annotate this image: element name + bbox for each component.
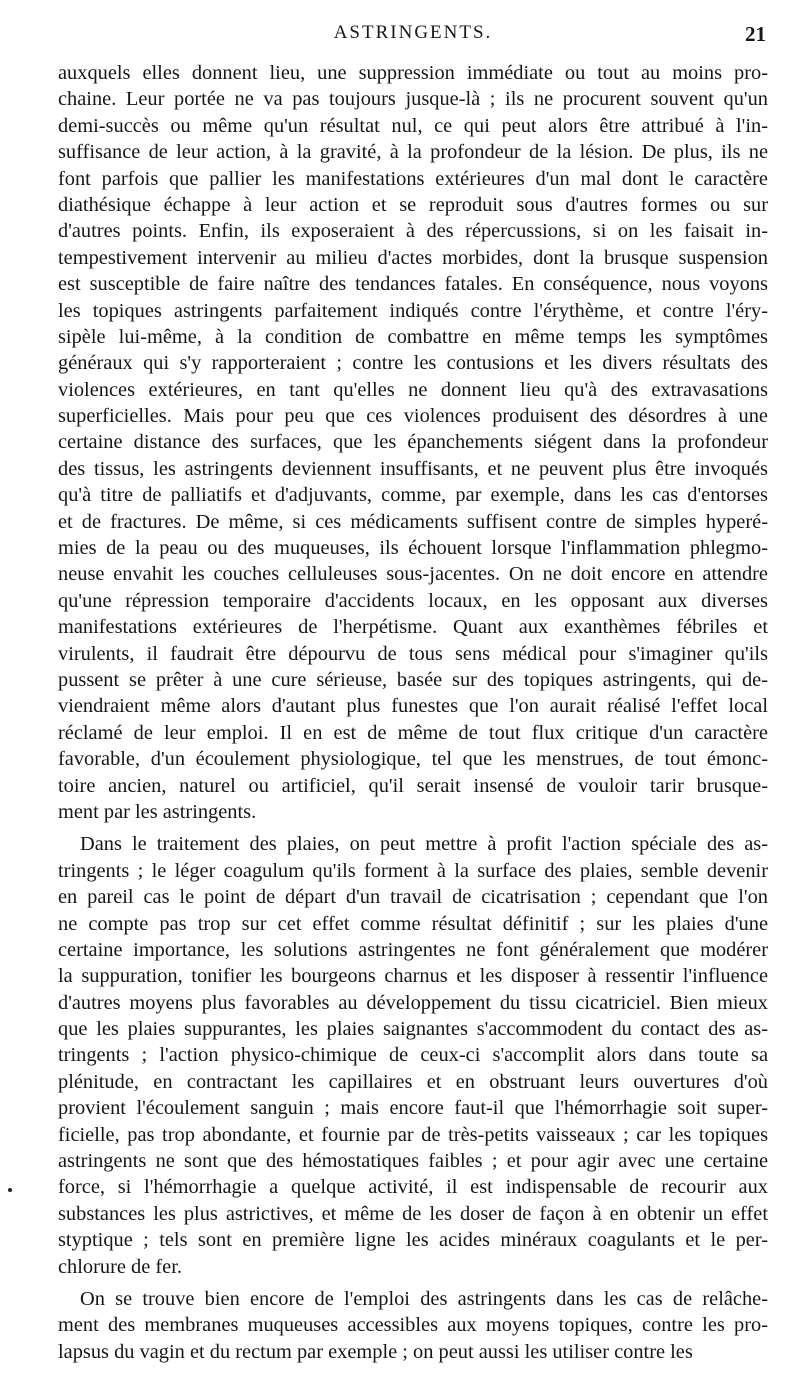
paragraph (58, 1286, 768, 1365)
text-line: tempestivement intervenir au milieu d'actes morbides, dont la brusque suspension (58, 246, 768, 269)
text-line: certaine importance, les solutions astringentes ne font généralement que modérer (58, 938, 768, 961)
text-line: et de fractures. De même, si ces médicaments suffisent contre de simples hyperé- (58, 510, 768, 533)
text-line: sipèle lui-même, à la condition de combattre en même temps les symptômes (58, 325, 768, 348)
text-line: des tissus, les astringents deviennent insuffisants, et ne peuvent plus être invoqués (58, 457, 768, 480)
text-line: d'autres moyens plus favorables au développement du tissu cicatriciel. Bien mieux (58, 991, 768, 1014)
text-line: ment par les astringents. (58, 800, 257, 823)
running-header (58, 22, 768, 50)
text-line: superficielles. Mais pour peu que ces violences produisent des désordres à une (58, 405, 768, 428)
text-line: réclamé de leur emploi. Il en est de même de tout flux critique d'un caractère (58, 721, 768, 744)
text-line: toire ancien, naturel ou artificiel, qu'il serait insensé de vouloir tarir brusque- (58, 774, 768, 797)
text-line: astringents ne sont que des hémostatiques faibles ; et pour agir avec une certaine (58, 1150, 768, 1173)
text-line: substances les plus astrictives, et même de les doser de façon à en obtenir un effet (58, 1202, 768, 1225)
text-line: diathésique échappe à leur action et se reproduit sous d'autres formes ou sur (58, 193, 768, 216)
paragraph (58, 831, 768, 1280)
text-line: certaine distance des surfaces, que les épanchements siégent dans la profondeur (58, 431, 768, 454)
text-line: d'autres points. Enfin, ils exposeraient à des répercussions, si on les faisait in- (58, 220, 768, 243)
text-line: que les plaies suppurantes, les plaies saignantes s'accommodent du contact des as- (58, 1018, 768, 1041)
text-line: lapsus du vagin et du rectum par exemple ; on peut aussi les utiliser contre les (58, 1340, 693, 1363)
text-line: chlorure de fer. (58, 1255, 182, 1278)
paragraph (58, 60, 768, 825)
text-line: tringents ; l'action physico-chimique de ceux-ci s'accomplit alors dans toute sa (58, 1044, 768, 1067)
text-line: force, si l'hémorrhagie a quelque activité, il est indispensable de recourir aux (58, 1176, 768, 1199)
text-line: viendraient même alors d'autant plus funestes que l'on aurait réalisé l'effet local (58, 695, 768, 718)
text-line: ment des membranes muqueuses accessibles aux moyens topiques, contre les pro- (58, 1314, 768, 1337)
text-line: en pareil cas le point de départ d'un travail de cicatrisation ; cependant que l'on (58, 886, 768, 909)
text-line: la suppuration, tonifier les bourgeons charnus et les disposer à ressentir l'influence (58, 965, 768, 988)
body-text (58, 60, 768, 1365)
text-line: les topiques astringents parfaitement indiqués contre l'érythème, et contre l'éry- (58, 299, 768, 322)
text-line: plénitude, en contractant les capillaires et en obstruant leurs ouvertures d'où (58, 1070, 768, 1093)
text-line: pussent se prêter à une cure sérieuse, basée sur des topiques astringents, qui de- (58, 668, 768, 691)
running-title: ASTRINGENTS. (333, 22, 493, 43)
text-line: Dans le traitement des plaies, on peut mettre à profit l'action spéciale des as- (80, 833, 768, 856)
text-line: tringents ; le léger coagulum qu'ils forment à la surface des plaies, semble devenir (58, 859, 768, 882)
text-line: suffisance de leur action, à la gravité, à la profondeur de la lésion. De plus, ils ne (58, 141, 768, 164)
text-line: provient l'écoulement sanguin ; mais encore faut-il que l'hémorrhagie soit super- (58, 1097, 768, 1120)
text-line: manifestations extérieures de l'herpétisme. Quant aux exanthèmes fébriles et (58, 616, 768, 639)
text-line: chaine. Leur portée ne va pas toujours jusque-là ; ils ne procurent souvent qu'un (58, 88, 768, 111)
text-line: ficielle, pas trop abondante, et fournie par de très-petits vaisseaux ; car les topiques (58, 1123, 768, 1146)
text-line: On se trouve bien encore de l'emploi des astringents dans les cas de relâche- (80, 1287, 768, 1310)
text-line: neuse envahit les couches celluleuses sous-jacentes. On ne doit encore en attendre (58, 563, 768, 586)
text-line: violences extérieures, en tant qu'elles ne donnent lieu qu'à des extravasations (58, 378, 768, 401)
text-line: est susceptible de faire naître des tendances fatales. En conséquence, nous voyons (58, 273, 768, 296)
text-line: qu'à titre de palliatifs et d'adjuvants, comme, par exemple, dans les cas d'entorses (58, 484, 768, 507)
text-line: styptique ; tels sont en première ligne les acides minéraux coagulants et le per- (58, 1229, 768, 1252)
page-number: 21 (745, 22, 766, 46)
text-line: demi-succès ou même qu'un résultat nul, ce qui peut alors être attribué à l'in- (58, 114, 768, 137)
text-line: font parfois que pallier les manifestations extérieures d'un mal dont le caractère (58, 167, 768, 190)
text-line: généraux qui s'y rapporteraient ; contre les contusions et les divers résultats des (58, 352, 768, 375)
margin-mark (8, 1188, 12, 1192)
text-line: favorable, d'un écoulement physiologique, tel que les menstrues, de tout émonc- (58, 748, 768, 771)
text-line: auxquels elles donnent lieu, une suppression immédiate ou tout au moins pro- (58, 62, 768, 84)
text-line: qu'une répression temporaire d'accidents locaux, en les opposant aux diverses (58, 589, 768, 612)
text-line: mies de la peau ou des muqueuses, ils échouent lorsque l'inflammation phlegmo- (58, 537, 768, 560)
text-line: virulents, il faudrait être dépourvu de tous sens médical pour s'imaginer qu'ils (58, 642, 768, 665)
text-line: ne compte pas trop sur cet effet comme résultat définitif ; sur les plaies d'une (58, 912, 768, 935)
